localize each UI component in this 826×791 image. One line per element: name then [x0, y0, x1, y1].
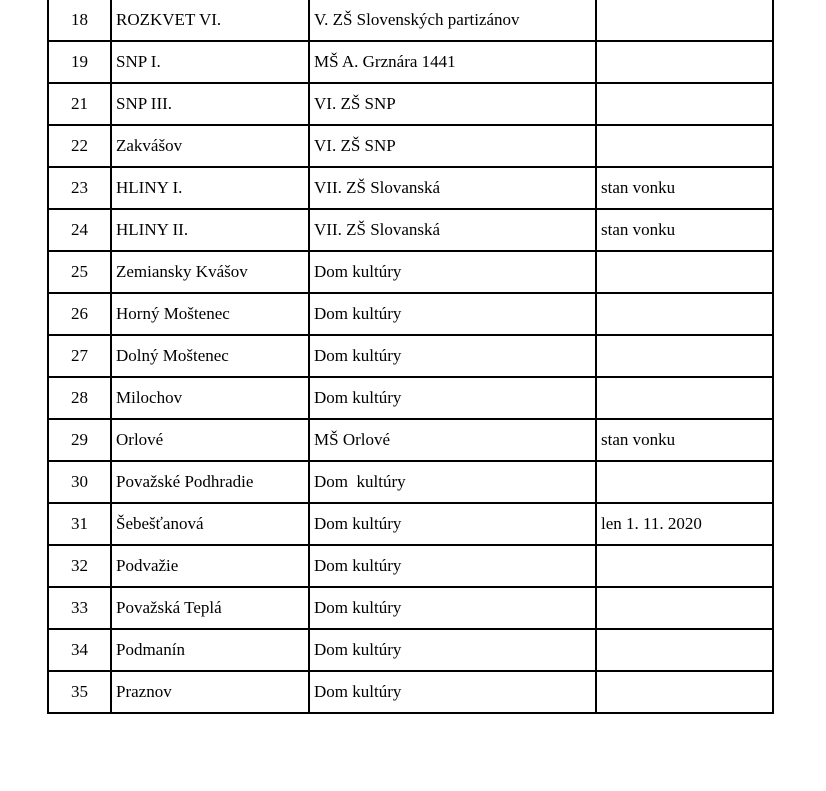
location-cell: Dom kultúry [309, 503, 596, 545]
row-number-cell: 29 [48, 419, 111, 461]
note-cell [596, 377, 773, 419]
district-name-cell: SNP III. [111, 83, 309, 125]
location-cell: VI. ZŠ SNP [309, 83, 596, 125]
location-cell: Dom kultúry [309, 377, 596, 419]
location-cell: Dom kultúry [309, 461, 596, 503]
note-cell [596, 0, 773, 41]
row-number-cell: 32 [48, 545, 111, 587]
note-cell [596, 335, 773, 377]
location-cell: MŠ Orlové [309, 419, 596, 461]
district-name-cell: Orlové [111, 419, 309, 461]
note-cell [596, 41, 773, 83]
row-number-cell: 25 [48, 251, 111, 293]
row-number-cell: 22 [48, 125, 111, 167]
note-cell: stan vonku [596, 209, 773, 251]
table-row [48, 0, 773, 41]
district-name-cell: Zemiansky Kvášov [111, 251, 309, 293]
row-number-cell: 23 [48, 167, 111, 209]
location-cell: Dom kultúry [309, 251, 596, 293]
district-name-cell: Podmanín [111, 629, 309, 671]
district-name-cell: Považská Teplá [111, 587, 309, 629]
table-row [48, 461, 773, 503]
table-row [48, 251, 773, 293]
row-number-cell: 35 [48, 671, 111, 713]
note-cell: len 1. 11. 2020 [596, 503, 773, 545]
district-name-cell: ROZKVET VI. [111, 0, 309, 41]
row-number-cell: 21 [48, 83, 111, 125]
row-number-cell: 31 [48, 503, 111, 545]
note-cell [596, 461, 773, 503]
note-cell [596, 587, 773, 629]
location-cell: Dom kultúry [309, 671, 596, 713]
location-cell: Dom kultúry [309, 293, 596, 335]
table-row [48, 209, 773, 251]
row-number-cell: 30 [48, 461, 111, 503]
location-cell: VI. ZŠ SNP [309, 125, 596, 167]
row-number-cell: 19 [48, 41, 111, 83]
table-row [48, 671, 773, 713]
table-row [48, 377, 773, 419]
table-row [48, 503, 773, 545]
district-name-cell: Horný Moštenec [111, 293, 309, 335]
table-row [48, 83, 773, 125]
note-cell [596, 671, 773, 713]
table-row [48, 587, 773, 629]
table-row [48, 167, 773, 209]
table-row [48, 293, 773, 335]
location-cell: Dom kultúry [309, 545, 596, 587]
location-cell: Dom kultúry [309, 335, 596, 377]
table-row [48, 629, 773, 671]
note-cell [596, 125, 773, 167]
row-number-cell: 33 [48, 587, 111, 629]
district-name-cell: SNP I. [111, 41, 309, 83]
note-cell [596, 251, 773, 293]
table-row [48, 41, 773, 83]
row-number-cell: 28 [48, 377, 111, 419]
row-number-cell: 24 [48, 209, 111, 251]
table-row [48, 335, 773, 377]
district-name-cell: Šebešťanová [111, 503, 309, 545]
district-name-cell: HLINY II. [111, 209, 309, 251]
location-cell: V. ZŠ Slovenských partizánov [309, 0, 596, 41]
row-number-cell: 18 [48, 0, 111, 41]
location-cell: Dom kultúry [309, 629, 596, 671]
district-name-cell: HLINY I. [111, 167, 309, 209]
row-number-cell: 34 [48, 629, 111, 671]
note-cell [596, 83, 773, 125]
row-number-cell: 26 [48, 293, 111, 335]
row-number-cell: 27 [48, 335, 111, 377]
district-name-cell: Zakvášov [111, 125, 309, 167]
table-body [48, 0, 773, 713]
district-name-cell: Považské Podhradie [111, 461, 309, 503]
note-cell [596, 293, 773, 335]
note-cell [596, 629, 773, 671]
table-row [48, 125, 773, 167]
note-cell: stan vonku [596, 419, 773, 461]
location-cell: Dom kultúry [309, 587, 596, 629]
note-cell: stan vonku [596, 167, 773, 209]
district-name-cell: Podvažie [111, 545, 309, 587]
location-cell: MŠ A. Grznára 1441 [309, 41, 596, 83]
district-name-cell: Praznov [111, 671, 309, 713]
location-cell: VII. ZŠ Slovanská [309, 167, 596, 209]
note-cell [596, 545, 773, 587]
table-row [48, 545, 773, 587]
testing-sites-table [47, 0, 774, 714]
table-row [48, 419, 773, 461]
district-name-cell: Dolný Moštenec [111, 335, 309, 377]
district-name-cell: Milochov [111, 377, 309, 419]
location-cell: VII. ZŠ Slovanská [309, 209, 596, 251]
